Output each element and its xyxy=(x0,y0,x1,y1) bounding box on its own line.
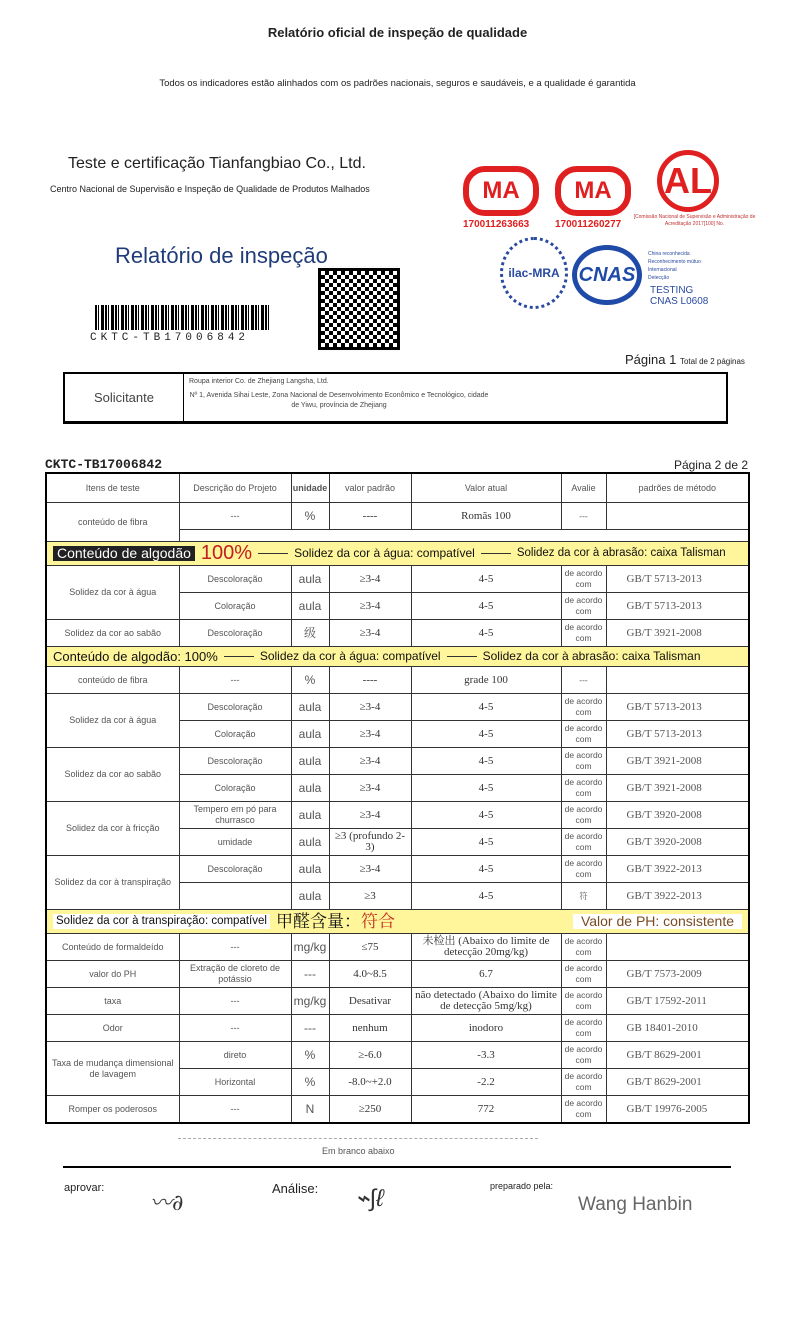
table-cell: ≥250 xyxy=(329,1096,411,1124)
overlay-banner-1 xyxy=(46,542,749,566)
table-cell: de acordo com xyxy=(561,1042,606,1069)
table-cell: ≥3-4 xyxy=(329,620,411,647)
table-cell: de acordo com xyxy=(561,620,606,647)
barcode-icon xyxy=(95,305,270,330)
approve-label: aprovar: xyxy=(64,1182,105,1194)
cma-number-1: 170011263663 xyxy=(463,219,530,230)
column-header: Itens de teste xyxy=(46,473,179,503)
qr-code-icon xyxy=(318,268,400,350)
overlay-banner-3 xyxy=(46,910,749,934)
table-cell xyxy=(606,934,749,961)
table-row xyxy=(46,667,749,694)
table-cell: de acordo com xyxy=(561,934,606,961)
analyst-signature: ⌁∫ℓ xyxy=(355,1185,384,1212)
table-cell: conteúdo de fibra xyxy=(46,503,179,542)
table-cell: 未检出 (Abaixo do limite de detecção 20mg/kg) xyxy=(411,934,561,961)
table-cell: GB/T 3921-2008 xyxy=(606,620,749,647)
overlay-2-right: Solidez da cor à abrasão: caixa Talisman xyxy=(482,649,701,663)
barcode-number: CKTC-TB17006842 xyxy=(90,332,250,344)
applicant-label: Solicitante xyxy=(65,374,184,421)
table-cell: --- xyxy=(179,988,291,1015)
cma-logo-2: MA xyxy=(555,166,631,216)
blank-below: Em branco abaixo xyxy=(322,1146,395,1156)
table-cell: Solidez da cor à água xyxy=(46,694,179,748)
table-cell xyxy=(606,667,749,694)
table-cell: GB/T 5713-2013 xyxy=(606,593,749,620)
column-header: Avalie xyxy=(561,473,606,503)
table-cell: valor do PH xyxy=(46,961,179,988)
table-cell: 4.0~8.5 xyxy=(329,961,411,988)
table-cell: conteúdo de fibra xyxy=(46,667,179,694)
table-cell: --- xyxy=(291,1015,329,1042)
table-row xyxy=(46,1042,749,1069)
table-cell: de acordo com xyxy=(561,988,606,1015)
prepared-label: preparado pela: xyxy=(490,1181,554,1191)
table-cell: --- xyxy=(179,503,291,530)
table-cell: --- xyxy=(179,934,291,961)
table-cell: ≤75 xyxy=(329,934,411,961)
table-cell: de acordo com xyxy=(561,694,606,721)
table-cell: 4-5 xyxy=(411,593,561,620)
overlay-3-cn-value: 符合 xyxy=(360,912,395,931)
table-cell: Solidez da cor à fricção xyxy=(46,802,179,856)
table-cell: ≥3-4 xyxy=(329,593,411,620)
table-cell: aula xyxy=(291,694,329,721)
table-cell: % xyxy=(291,1069,329,1096)
table-cell: de acordo com xyxy=(561,1096,606,1124)
cnas-side-line: Reconhecimento mútuo xyxy=(648,259,701,265)
column-header: valor padrão xyxy=(329,473,411,503)
overlay-2-left: Conteúdo de algodão: 100% xyxy=(53,649,218,664)
footer-line xyxy=(63,1166,731,1168)
table-cell: 级 xyxy=(291,620,329,647)
table-cell: 4-5 xyxy=(411,775,561,802)
overlay-2-middle: Solidez da cor à água: compatível xyxy=(259,649,441,663)
table-cell: de acordo com xyxy=(561,829,606,856)
ilac-mra-logo: ilac-MRA xyxy=(500,237,568,309)
signature-footer xyxy=(45,1124,748,1234)
page-1-indicator xyxy=(625,352,745,370)
table-cell: -8.0~+2.0 xyxy=(329,1069,411,1096)
table-cell: -2.2 xyxy=(411,1069,561,1096)
divider xyxy=(178,1138,538,1139)
page-2-indicator: Página 2 de 2 xyxy=(673,458,748,472)
table-cell: Desativar xyxy=(329,988,411,1015)
cnas-side-line: Detecção xyxy=(648,275,670,281)
table-cell: de acordo com xyxy=(561,802,606,829)
page-total: Total de 2 páginas xyxy=(679,357,745,366)
table-row xyxy=(46,802,749,829)
column-header: Descrição do Projeto xyxy=(179,473,291,503)
cnas-logo: CNAS xyxy=(572,245,642,305)
table-cell: Coloração xyxy=(179,721,291,748)
table-row xyxy=(46,503,749,530)
table-cell: grade 100 xyxy=(411,667,561,694)
table-row xyxy=(46,1015,749,1042)
table-cell: % xyxy=(291,667,329,694)
table-cell: 4-5 xyxy=(411,856,561,883)
preparer-name: Wang Hanbin xyxy=(578,1194,693,1215)
cnas-side-text xyxy=(648,250,701,282)
table-cell: ≥3-4 xyxy=(329,802,411,829)
table-row xyxy=(46,988,749,1015)
company-center: Centro Nacional de Supervisão e Inspeção de Qualidade de Produtos Malhados xyxy=(50,184,370,194)
table-cell: de acordo com xyxy=(561,961,606,988)
table-cell: aula xyxy=(291,593,329,620)
table-cell: Romper os poderosos xyxy=(46,1096,179,1124)
table-cell: aula xyxy=(291,856,329,883)
table-cell: Odor xyxy=(46,1015,179,1042)
page-1-label: Página 1 xyxy=(625,352,677,367)
table-cell: 4-5 xyxy=(411,883,561,910)
table-cell: inodoro xyxy=(411,1015,561,1042)
table-cell: de acordo com xyxy=(561,856,606,883)
table-cell: aula xyxy=(291,566,329,593)
table-cell: aula xyxy=(291,775,329,802)
table-cell: Coloração xyxy=(179,775,291,802)
table-row xyxy=(46,694,749,721)
table-cell: Conteúdo de formaldeído xyxy=(46,934,179,961)
table-cell: ---- xyxy=(329,503,411,530)
table-cell: GB/T 5713-2013 xyxy=(606,566,749,593)
table-cell: 4-5 xyxy=(411,566,561,593)
table-cell: 4-5 xyxy=(411,802,561,829)
table-cell: % xyxy=(291,1042,329,1069)
applicant-box xyxy=(63,372,728,424)
table-cell: de acordo com xyxy=(561,748,606,775)
table-cell: GB/T 8629-2001 xyxy=(606,1042,749,1069)
table-cell: aula xyxy=(291,748,329,775)
table-cell: aula xyxy=(291,883,329,910)
table-cell: Solidez da cor ao sabão xyxy=(46,748,179,802)
table-cell: N xyxy=(291,1096,329,1124)
column-header: unidade xyxy=(291,473,329,503)
table-cell: GB/T 7573-2009 xyxy=(606,961,749,988)
table-cell: de acordo com xyxy=(561,593,606,620)
table-cell: % xyxy=(291,503,329,530)
cnas-side-line: China reconhecida xyxy=(648,251,690,257)
applicant-company: Roupa interior Co. de Zhejiang Langsha, Ltd. xyxy=(189,378,329,385)
table-cell: GB/T 8629-2001 xyxy=(606,1069,749,1096)
cma-logo-1: MA xyxy=(463,166,539,216)
table-cell: Descoloração xyxy=(179,620,291,647)
table-cell: Coloração xyxy=(179,593,291,620)
table-cell: 4-5 xyxy=(411,748,561,775)
table-cell: ≥3 (profundo 2-3) xyxy=(329,829,411,856)
table-cell: Descoloração xyxy=(179,694,291,721)
cal-text: [Comissão Nacional de Supervisão e Administração de Acreditação 2017[100] No. xyxy=(633,214,756,227)
table-cell: aula xyxy=(291,802,329,829)
results-section xyxy=(45,450,748,1234)
table-cell: ≥-6.0 xyxy=(329,1042,411,1069)
table-cell: GB/T 5713-2013 xyxy=(606,721,749,748)
overlay-3-left: Solidez da cor à transpiração: compatível xyxy=(53,914,270,929)
table-cell: de acordo com xyxy=(561,566,606,593)
table-cell: Solidez da cor à transpiração xyxy=(46,856,179,910)
table-cell: Descoloração xyxy=(179,748,291,775)
table-cell: de acordo com xyxy=(561,1069,606,1096)
table-cell: taxa xyxy=(46,988,179,1015)
overlay-1-left: Conteúdo de algodão xyxy=(53,546,195,561)
table-cell: --- xyxy=(291,961,329,988)
table-row xyxy=(46,748,749,775)
table-cell: ≥3 xyxy=(329,883,411,910)
table-row xyxy=(46,961,749,988)
table-row xyxy=(46,856,749,883)
table-cell: nenhum xyxy=(329,1015,411,1042)
table-cell: ≥3-4 xyxy=(329,566,411,593)
table-cell: de acordo com xyxy=(561,1015,606,1042)
cnas-testing: TESTING xyxy=(650,285,694,296)
overlay-1-right: Solidez da cor à abrasão: caixa Talisman xyxy=(516,547,726,559)
table-cell: --- xyxy=(179,1096,291,1124)
report-id: CKTC-TB17006842 xyxy=(45,457,163,472)
table-cell: GB/T 3922-2013 xyxy=(606,883,749,910)
table-cell: de acordo com xyxy=(561,721,606,748)
table-cell xyxy=(179,883,291,910)
company-name: Teste e certificação Tianfangbiao Co., Ltd. xyxy=(68,155,366,172)
cnas-side-line: Internacional xyxy=(648,267,677,273)
table-cell: --- xyxy=(561,667,606,694)
table-cell: Descoloração xyxy=(179,566,291,593)
table-cell: GB/T 19976-2005 xyxy=(606,1096,749,1124)
report-heading: Relatório de inspeção xyxy=(115,243,328,268)
table-cell: aula xyxy=(291,829,329,856)
table-cell: ≥3-4 xyxy=(329,856,411,883)
table-cell: Solidez da cor à água xyxy=(46,566,179,620)
table-row xyxy=(46,1096,749,1124)
table-cell: Horizontal xyxy=(179,1069,291,1096)
table-cell: 4-5 xyxy=(411,694,561,721)
table-cell: Extração de cloreto de potássio xyxy=(179,961,291,988)
table-cell: ---- xyxy=(329,667,411,694)
test-results-table xyxy=(45,472,750,1124)
table-cell: não detectado (Abaixo do limite de detecção 5mg/kg) xyxy=(411,988,561,1015)
overlay-3-right: Valor de PH: consistente xyxy=(573,914,742,929)
cma-number-2: 170011260277 xyxy=(555,219,622,230)
table-cell: GB/T 3920-2008 xyxy=(606,802,749,829)
table-cell: 4-5 xyxy=(411,829,561,856)
overlay-1-percent: 100% xyxy=(200,542,253,564)
table-cell: GB/T 3921-2008 xyxy=(606,775,749,802)
table-cell: de acordo com xyxy=(561,775,606,802)
table-cell: mg/kg xyxy=(291,988,329,1015)
table-cell: Descoloração xyxy=(179,856,291,883)
cnas-code-block xyxy=(650,285,708,307)
table-cell: 4-5 xyxy=(411,620,561,647)
overlay-1-middle: Solidez da cor à água: compatível xyxy=(294,546,475,560)
table-cell: GB/T 5713-2013 xyxy=(606,694,749,721)
cnas-code: CNAS L0608 xyxy=(650,296,709,307)
table-cell: --- xyxy=(561,503,606,530)
table-cell: Taxa de mudança dimensional de lavagem xyxy=(46,1042,179,1096)
table-cell: GB/T 17592-2011 xyxy=(606,988,749,1015)
table-cell: GB/T 3922-2013 xyxy=(606,856,749,883)
table-cell: GB 18401-2010 xyxy=(606,1015,749,1042)
column-header: Valor atual xyxy=(411,473,561,503)
table-cell: mg/kg xyxy=(291,934,329,961)
document-title: Relatório oficial de inspeção de qualidade xyxy=(267,25,528,40)
document-subtitle: Todos os indicadores estão alinhados com os padrões nacionais, seguros e saudáveis, e a qualidade é garantida xyxy=(159,78,636,89)
table-cell xyxy=(606,503,749,530)
table-cell: umidade xyxy=(179,829,291,856)
cal-logo: AL xyxy=(657,150,719,212)
table-cell: aula xyxy=(291,721,329,748)
overlay-3-cn-label: 甲醛含量： xyxy=(275,912,361,931)
table-cell: --- xyxy=(179,1015,291,1042)
applicant-address: Nº 1, Avenida Sihai Leste, Zona Nacional de Desenvolvimento Econômico e Tecnológico, cidade de Yiwu, província de Zhejiang xyxy=(189,392,489,409)
approver-signature: 〰∂ xyxy=(150,1191,184,1216)
table-cell: 6.7 xyxy=(411,961,561,988)
table-cell: GB/T 3921-2008 xyxy=(606,748,749,775)
table-row xyxy=(46,934,749,961)
table-cell: 符 xyxy=(561,883,606,910)
table-cell: ≥3-4 xyxy=(329,748,411,775)
table-cell: ≥3-4 xyxy=(329,775,411,802)
table-header-row xyxy=(46,473,749,503)
table-cell: Tempero em pó para churrasco xyxy=(179,802,291,829)
table-row xyxy=(46,620,749,647)
table-cell: -3.3 xyxy=(411,1042,561,1069)
table-cell: 772 xyxy=(411,1096,561,1124)
table-cell: ≥3-4 xyxy=(329,721,411,748)
overlay-banner-2 xyxy=(46,647,749,667)
table-cell: --- xyxy=(179,667,291,694)
table-cell: Solidez da cor ao sabão xyxy=(46,620,179,647)
table-cell: Romãs 100 xyxy=(411,503,561,530)
analysis-label: Análise: xyxy=(272,1181,319,1196)
table-cell: 4-5 xyxy=(411,721,561,748)
table-cell: ≥3-4 xyxy=(329,694,411,721)
table-cell: direto xyxy=(179,1042,291,1069)
table-row xyxy=(46,566,749,593)
table-cell: GB/T 3920-2008 xyxy=(606,829,749,856)
column-header: padrões de método xyxy=(606,473,749,503)
